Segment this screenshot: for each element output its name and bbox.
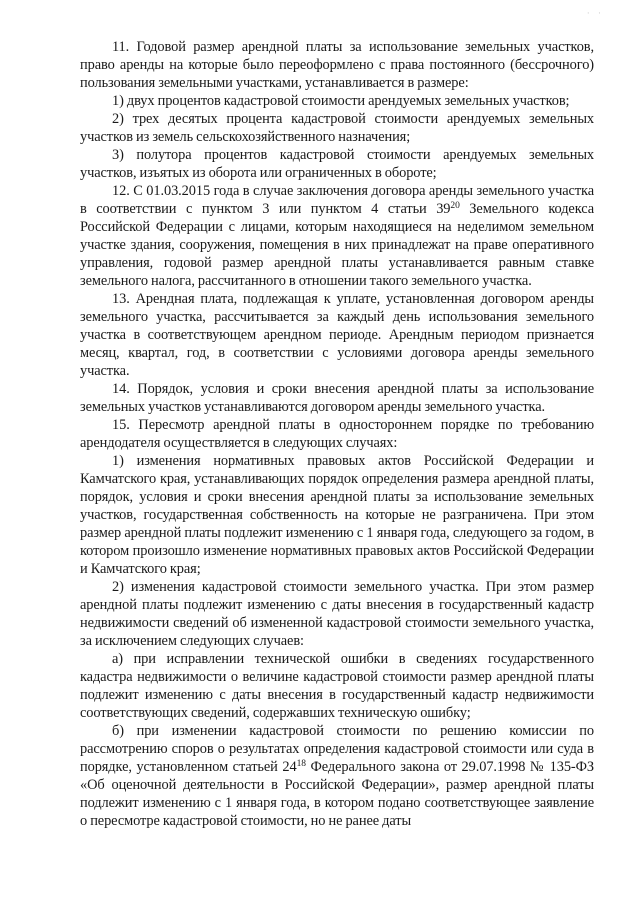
subitem-b-text-start: б) при изменении кадастровой стоимости по решению комиссии по рассмотрению споров о результатах определения кадастровой стоимости или суда в порядке, установленном статьей 24 bbox=[80, 723, 594, 775]
paragraph-15-subitem-b bbox=[80, 722, 594, 830]
paragraph-11-item-2: 2) трех десятых процента кадастровой стоимости арендуемых земельных участков из земель сельскохозяйственного назначения; bbox=[80, 111, 594, 145]
article-superscript: 20 bbox=[450, 200, 460, 211]
paragraph-15-item-1: 1) изменения нормативных правовых актов Российской Федерации и Камчатского края, устанавливающих порядок определения размера арендной платы, порядок, условия и сроки внесения арендной платы за использование земельных участков, государственная собственность на которые не разграничена. При этом размер арендной платы подлежит изменению с 1 января года, следующего за годом, в котором произошло изменение нормативных правовых актов Российской Федерации и Камчатского края; bbox=[80, 453, 594, 577]
article-superscript: 18 bbox=[296, 758, 306, 769]
paragraph-12 bbox=[80, 182, 594, 290]
paragraph-11-item-3: 3) полутора процентов кадастровой стоимости арендуемых земельных участков, изъятых из оборота или ограниченных в обороте; bbox=[80, 147, 594, 181]
paragraph-12-text-start: 12. С 01.03.2015 года в случае заключения договора аренды земельного участка в соответствии с пунктом 3 или пунктом 4 статьи 39 bbox=[80, 183, 594, 217]
scan-corner-mark: · · bbox=[586, 8, 604, 18]
paragraph-11-item-1: 1) двух процентов кадастровой стоимости арендуемых земельных участков; bbox=[112, 93, 570, 109]
paragraph-14: 14. Порядок, условия и сроки внесения арендной платы за использование земельных участков устанавливаются договором аренды земельного участка. bbox=[80, 381, 594, 415]
document-page bbox=[80, 38, 594, 830]
paragraph-13: 13. Арендная плата, подлежащая к уплате, установленная договором аренды земельного участка, рассчитывается за каждый день использования земельного участка в соответствующем арендном периоде. Арендным периодом признается месяц, квартал, год, в соответствии с условиями договора аренды земельного участка. bbox=[80, 291, 594, 379]
paragraph-15-subitem-a: а) при исправлении технической ошибки в сведениях государственного кадастра недвижимости о величине кадастровой стоимости размер арендной платы подлежит изменению с даты внесения в государственный кадастр недвижимости соответствующих сведений, содержавших техническую ошибку; bbox=[80, 651, 594, 721]
paragraph-15: 15. Пересмотр арендной платы в одностороннем порядке по требованию арендодателя осуществляется в следующих случаях: bbox=[80, 417, 594, 451]
paragraph-11: 11. Годовой размер арендной платы за использование земельных участков, право аренды на которые было переоформлено с права постоянного (бессрочного) пользования земельными участками, устанавливается в размере: bbox=[80, 39, 594, 91]
subitem-b-text-end: Федерального закона от 29.07.1998 № 135-ФЗ «Об оценочной деятельности в Российской Федерации», размер арендной платы подлежит изменению с 1 января года, в котором подано соответствующее заявление о пересмотре кадастровой стоимости, но не ранее даты bbox=[80, 759, 594, 829]
paragraph-12-text-end: Земельного кодекса Российской Федерации с лицами, которым находящиеся на неделимом земельном участке здания, сооружения, помещения в них принадлежат на праве оперативного управления, годовой размер арендной платы устанавливается равным ставке земельного налога, рассчитанного в отношении такого земельного участка. bbox=[80, 201, 594, 289]
paragraph-15-item-2: 2) изменения кадастровой стоимости земельного участка. При этом размер арендной платы подлежит изменению с даты внесения в государственный кадастр недвижимости сведений об измененной кадастровой стоимости земельного участка, за исключением следующих случаев: bbox=[80, 579, 594, 649]
